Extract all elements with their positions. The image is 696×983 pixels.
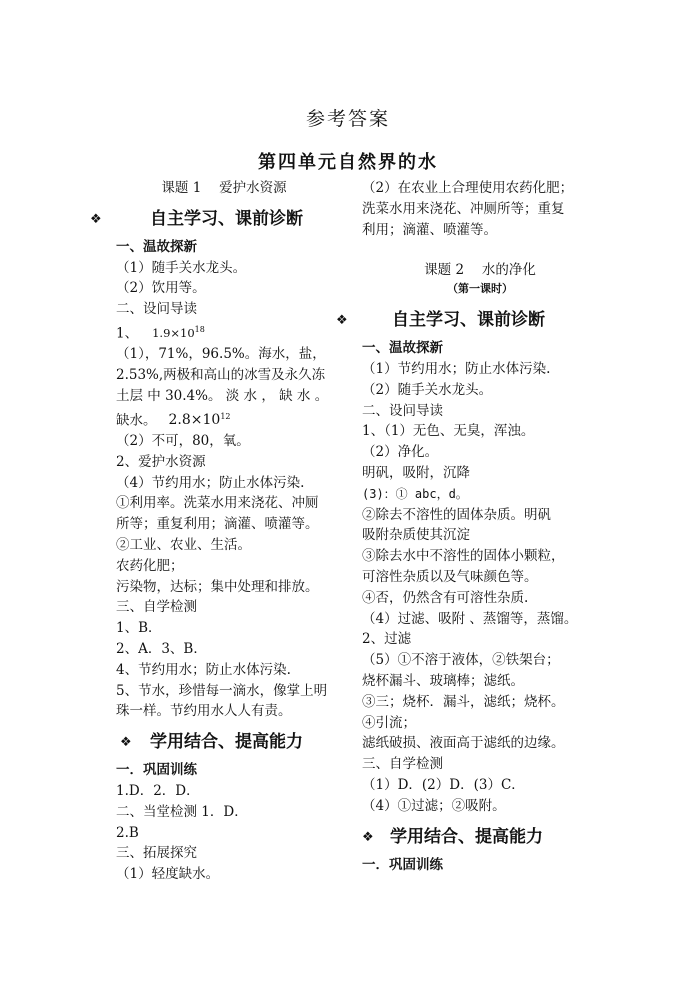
answer-line: 烧杯漏斗、玻璃棒；滤纸。 xyxy=(362,672,524,689)
unit-title: 第四单元自然界的水 xyxy=(258,152,438,173)
answer-line: 所等；重复利用；滴灌、喷灌等。 xyxy=(116,516,319,533)
answer-line: 污染物，达标；集中处理和排放。 xyxy=(116,578,319,595)
lesson-1-title: 课题 1 爱护水资源 xyxy=(161,180,287,196)
answer-line: （2）不可，80，氧。 xyxy=(116,432,250,449)
subheading: 三、自学检测 xyxy=(116,599,197,616)
answer-line: 2、A．3、B． xyxy=(116,640,207,657)
answer-line: ④否，仍然含有可溶性杂质. xyxy=(362,589,529,606)
subheading: 三、自学检测 xyxy=(362,756,443,773)
answer-line: （2）随手关水龙头。 xyxy=(362,381,493,398)
subheading: 2、过滤 xyxy=(362,631,412,648)
review-heading: 一、温故探新 xyxy=(116,238,197,255)
diamond-bullet-icon: ❖ xyxy=(336,313,348,329)
lesson-2-title: 课题 2 水的净化 xyxy=(424,262,536,279)
answer-line: 5、节水，珍惜每一滴水，像掌上明 xyxy=(116,682,328,699)
number-expression: 1.9×10 xyxy=(152,326,195,341)
section-self-study: ❖ 自主学习、课前诊断 xyxy=(336,310,545,331)
answer-line: 珠一样。节约用水人人有责。 xyxy=(116,703,292,720)
answer-line: ②除去不溶性的固体杂质。明矾 xyxy=(362,506,551,523)
answer-line: ③除去水中不溶性的固体小颗粒， xyxy=(362,548,565,565)
subheading: 2、爱护水资源 xyxy=(116,453,206,470)
answer-line: 2.B xyxy=(116,824,139,841)
diamond-bullet-icon: ❖ xyxy=(362,829,374,845)
answer-line: 洗菜水用来浇花、冲厕所等；重复 xyxy=(362,200,565,217)
answer-line: ④引流； xyxy=(362,714,416,731)
answer-line: ③三；烧杯．漏斗，滤纸；烧杯。 xyxy=(362,693,565,710)
answer-line: （2）饮用等。 xyxy=(116,280,206,297)
answer-line: 可溶性杂质以及气味颜色等。 xyxy=(362,568,538,585)
answer-line: 农药化肥； xyxy=(116,557,184,574)
answer-line: 二、当堂检测 1．D． xyxy=(116,803,248,820)
answer-line: ①利用率。洗菜水用来浇花、冲厕 xyxy=(116,495,319,512)
review-heading: 一、温故探新 xyxy=(362,340,443,357)
answer-line: 滤纸破损、液面高于滤纸的边缘。 xyxy=(362,735,565,752)
answer-line: （5）①不溶于液体，②铁架台； xyxy=(362,652,560,669)
answer-line: 土层 中 30.4%。 淡 水 ， 缺 水 。 xyxy=(116,387,329,404)
answer-line: （1），71%，96.5%。海水，盐， xyxy=(116,346,326,363)
section-apply: ❖ 学用结合、提高能力 xyxy=(120,732,303,753)
answer-line: 1、（1）无色、无臭，浑浊。 xyxy=(362,423,535,440)
answer-line: 1、B． xyxy=(116,620,162,637)
answer-line: （1）节约用水；防止水体污染. xyxy=(362,360,551,377)
answer-line: ②工业、农业、生活。 xyxy=(116,536,251,553)
page-title: 参考答案 xyxy=(305,108,390,130)
diamond-bullet-icon: ❖ xyxy=(90,211,102,227)
practice-heading: 一．巩固训练 xyxy=(116,762,197,779)
subheading: 三、拓展探究 xyxy=(116,845,197,862)
answer-line: 缺水。 $2.8\times 10^{12}$ xyxy=(116,411,231,429)
left-column xyxy=(90,178,352,885)
subheading: 二、设问导读 xyxy=(116,301,197,318)
answer-line: 吸附杂质使其沉淀 xyxy=(362,527,470,544)
section-apply: ❖ 学用结合、提高能力 xyxy=(362,826,543,847)
answer-line: （4）①过滤；②吸附。 xyxy=(362,797,506,814)
answer-line: （1）轻度缺水。 xyxy=(116,866,220,883)
answer-line: （2）净化。 xyxy=(362,444,439,461)
answer-line: （1）随手关水龙头。 xyxy=(116,259,247,276)
answer-line: 1.D．2．D． xyxy=(116,782,200,799)
lesson-2-subtitle: （第一课时） xyxy=(447,282,513,296)
answer-line: （4）节约用水；防止水体污染. xyxy=(116,474,305,491)
answer-line: 明矾，吸附，沉降 xyxy=(362,464,470,481)
answer-line: （2）在农业上合理使用农药化肥； xyxy=(362,180,574,196)
number-expression: 2.8×10 xyxy=(168,412,221,429)
answer-line: 4、节约用水；防止水体污染. xyxy=(116,661,291,678)
answer-line: 2.53%,两极和高山的冰雪及永久冻 xyxy=(116,367,326,384)
answer-line: (3)：① abc，d。 xyxy=(362,486,468,501)
answer-line: 利用；滴灌、喷灌等。 xyxy=(362,221,497,238)
answer-line: （1）D．(2）D．(3）C． xyxy=(362,776,525,793)
diamond-bullet-icon: ❖ xyxy=(120,735,132,751)
section-self-study: ❖ 自主学习、课前诊断 xyxy=(90,208,303,229)
answer-line: 1、 $1.9\times 10^{18}$ xyxy=(116,324,205,342)
answer-line: （4）过滤、吸附 、蒸馏等，蒸馏。 xyxy=(362,610,578,627)
practice-heading: 一．巩固训练 xyxy=(362,856,443,873)
subheading: 二、设问导读 xyxy=(362,402,443,419)
right-column xyxy=(336,178,598,875)
